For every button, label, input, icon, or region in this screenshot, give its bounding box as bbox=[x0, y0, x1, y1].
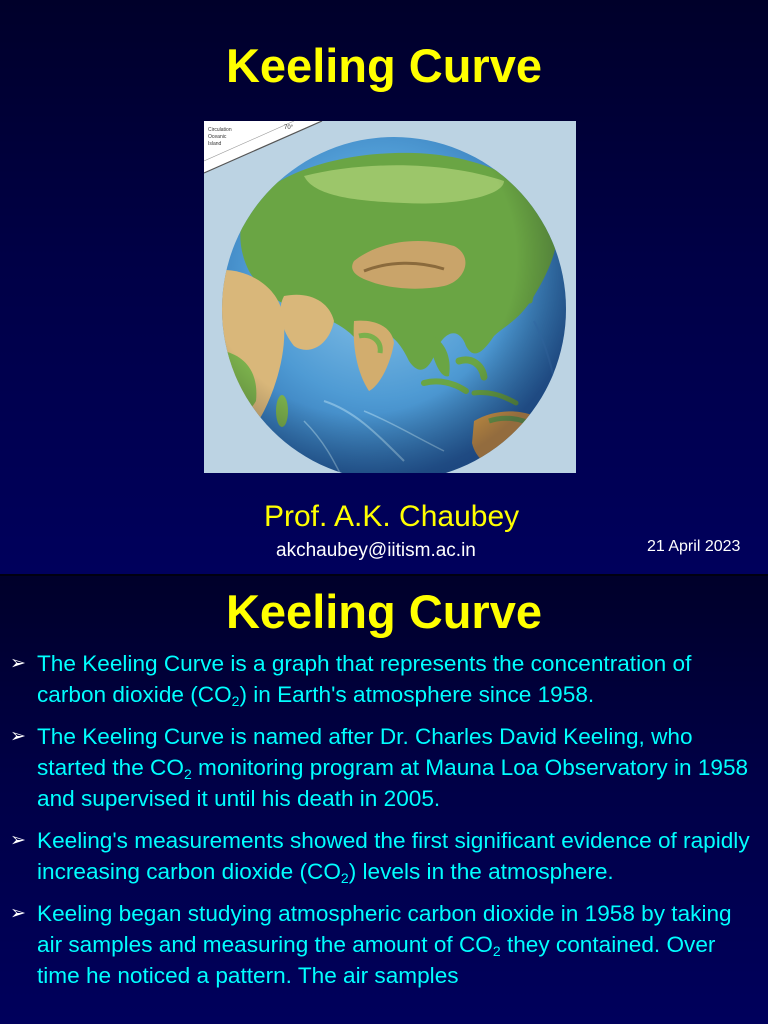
bullet-text: monitoring program at Mauna Loa Observatory in 1958 and supervised it until his death in 2005. bbox=[37, 755, 749, 811]
subscript: 2 bbox=[340, 870, 349, 886]
arrow-bullet-icon: ➢ bbox=[10, 903, 26, 924]
subscript: 2 bbox=[492, 943, 501, 959]
bullet-text: ) in Earth's atmosphere since 1958. bbox=[239, 682, 595, 707]
subscript: 2 bbox=[183, 766, 192, 782]
content-slide bbox=[0, 576, 768, 1024]
slide-title: Keeling Curve bbox=[225, 39, 543, 92]
list-item bbox=[10, 721, 762, 814]
bullet-text: ) levels in the atmosphere. bbox=[348, 859, 614, 884]
arrow-bullet-icon: ➢ bbox=[10, 653, 26, 674]
globe-image bbox=[204, 121, 576, 473]
presentation-date: 21 April 2023 bbox=[647, 538, 741, 555]
arrow-bullet-icon: ➢ bbox=[10, 726, 26, 747]
bullet-text: The Keeling Curve is a graph that represents the concentration of carbon dioxide (CO bbox=[37, 651, 692, 707]
map-degree-label: 70° bbox=[284, 125, 294, 131]
author-email[interactable]: akchaubey@iitism.ac.in bbox=[276, 540, 476, 561]
list-item bbox=[10, 898, 762, 991]
bullet-text: Keeling's measurements showed the first significant evidence of rapidly increasing carbon dioxide (CO bbox=[37, 828, 750, 884]
author-name: Prof. A.K. Chaubey bbox=[264, 500, 520, 533]
bullet-text: The Keeling Curve is named after Dr. Charles David Keeling, who started the CO bbox=[37, 724, 693, 780]
subscript: 2 bbox=[231, 693, 240, 709]
map-corner-label: Oceanic bbox=[208, 134, 227, 140]
bullet-list bbox=[10, 648, 762, 1002]
slide-title: Keeling Curve bbox=[225, 585, 543, 638]
arrow-bullet-icon: ➢ bbox=[10, 830, 26, 851]
bullet-text: they contained. Over time he noticed a pattern. The air samples bbox=[37, 932, 716, 988]
list-item bbox=[10, 825, 762, 887]
list-item bbox=[10, 648, 762, 710]
globe-illustration bbox=[204, 121, 576, 473]
bullet-text: Keeling began studying atmospheric carbon dioxide in 1958 by taking air samples and measuring the amount of CO bbox=[37, 901, 732, 957]
map-corner-label: Circulation bbox=[208, 127, 232, 133]
map-corner-label: Island bbox=[208, 141, 222, 147]
